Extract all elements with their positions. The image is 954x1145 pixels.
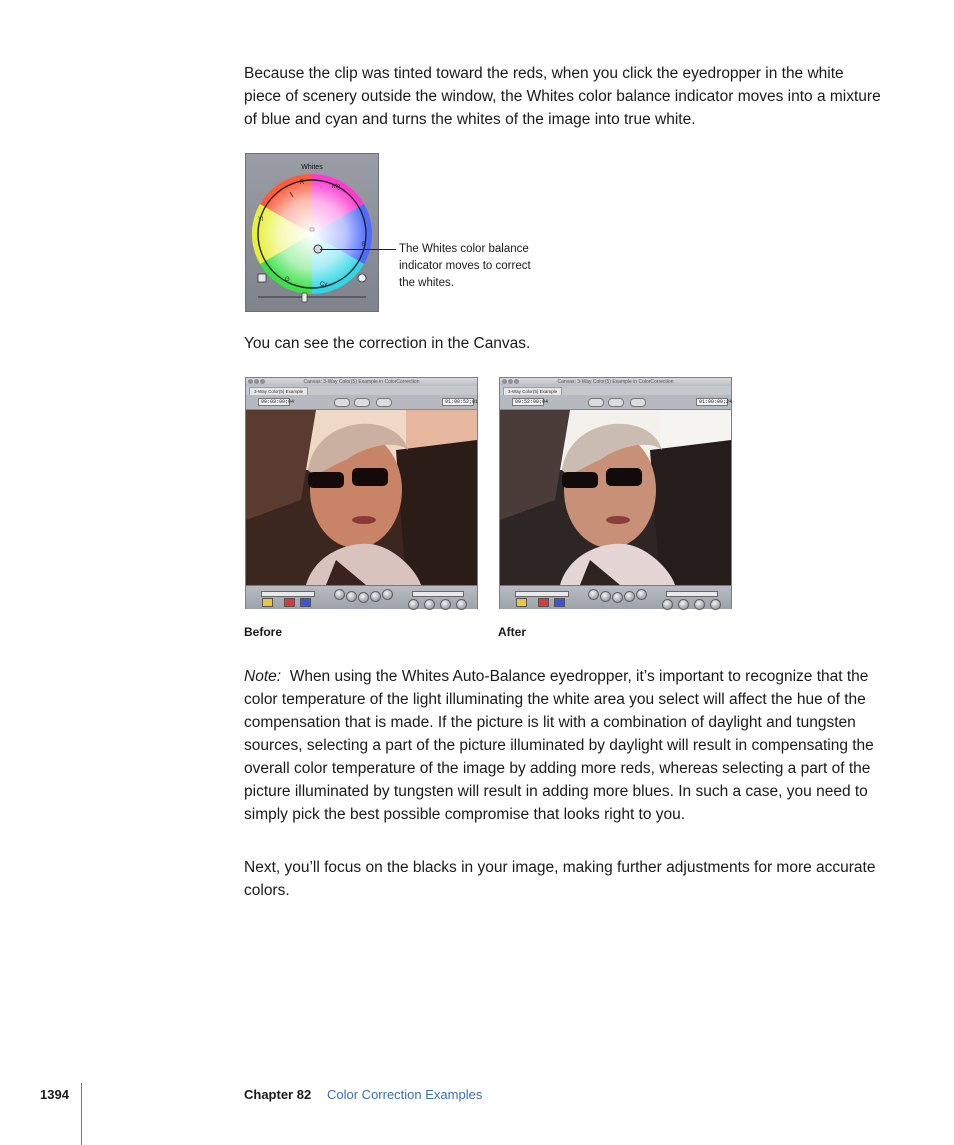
add-keyframe-button[interactable] xyxy=(710,599,721,610)
overwrite-icon[interactable] xyxy=(538,598,549,607)
add-marker-button[interactable] xyxy=(440,599,451,610)
label-r: R xyxy=(300,180,305,186)
color-wheel[interactable] xyxy=(252,174,372,294)
sequence-tab[interactable]: 3-Way Color(5) Example xyxy=(249,387,308,396)
duration-timecode[interactable]: 00:03:00;04 xyxy=(258,398,290,406)
prev-edit-button[interactable] xyxy=(334,589,345,600)
play-around-button[interactable] xyxy=(370,591,381,602)
footer-divider xyxy=(81,1083,82,1145)
label-cy: Cy xyxy=(320,282,328,288)
view-popup[interactable] xyxy=(608,398,624,407)
overwrite-icon[interactable] xyxy=(284,598,295,607)
next-paragraph: Next, you’ll focus on the blacks in your image, making further adjustments for more accurate colors. xyxy=(244,859,876,899)
canvas-window-before xyxy=(245,377,478,609)
sequence-tab[interactable]: 3-Way Color(5) Example xyxy=(503,387,562,396)
transport-controls xyxy=(500,585,731,609)
jog-slider[interactable] xyxy=(666,591,718,597)
label-g: G xyxy=(285,277,290,283)
canvas-paragraph: You can see the correction in the Canvas. xyxy=(244,335,531,352)
caption-after: After xyxy=(498,625,527,639)
mark-in-button[interactable] xyxy=(408,599,419,610)
video-frame-before xyxy=(246,410,477,585)
caption-before: Before xyxy=(244,625,283,639)
eyedropper-icon[interactable] xyxy=(258,274,266,282)
prev-edit-button[interactable] xyxy=(588,589,599,600)
chapter-title-link[interactable]: Color Correction Examples xyxy=(327,1087,483,1102)
mark-out-button[interactable] xyxy=(678,599,689,610)
video-frame-after xyxy=(500,410,731,585)
reset-icon[interactable] xyxy=(358,274,366,282)
jog-slider[interactable] xyxy=(412,591,464,597)
current-timecode[interactable]: 01:00:00;24 xyxy=(696,398,728,406)
zoom-popup[interactable] xyxy=(588,398,604,407)
page-number: 1394 xyxy=(40,1087,69,1102)
current-timecode[interactable]: 01:00:52;01 xyxy=(442,398,474,406)
add-marker-button[interactable] xyxy=(694,599,705,610)
transport-controls xyxy=(246,585,477,609)
play-around-button[interactable] xyxy=(624,591,635,602)
note-label: Note: xyxy=(244,668,282,685)
mark-in-button[interactable] xyxy=(662,599,673,610)
next-edit-button[interactable] xyxy=(636,589,647,600)
chapter-label: Chapter 82 xyxy=(244,1087,312,1102)
display-popup[interactable] xyxy=(630,398,646,407)
replace-icon[interactable] xyxy=(300,598,311,607)
display-popup[interactable] xyxy=(376,398,392,407)
shuttle-slider[interactable] xyxy=(261,591,315,597)
play-button[interactable] xyxy=(358,592,369,603)
intro-paragraph: Because the clip was tinted toward the reds, when you click the eyedropper in the white piece of scenery outside the window, the Whites color balance indicator moves into a mixture of blue and cyan and turns the whites of the image into true white. xyxy=(244,65,881,128)
play-in-to-out-button[interactable] xyxy=(600,591,611,602)
label-mg: Mg xyxy=(332,184,341,190)
mark-out-button[interactable] xyxy=(424,599,435,610)
window-title: Canvas: 3-Way Color(5) Example in ColorCorrection xyxy=(557,379,674,385)
canvas-window-after xyxy=(499,377,732,609)
play-in-to-out-button[interactable] xyxy=(346,591,357,602)
zoom-popup[interactable] xyxy=(334,398,350,407)
next-edit-button[interactable] xyxy=(382,589,393,600)
shuttle-slider[interactable] xyxy=(515,591,569,597)
duration-timecode[interactable]: 00:52:00;04 xyxy=(512,398,544,406)
callout-leader xyxy=(320,249,396,250)
label-yl: Yl xyxy=(258,217,264,223)
insert-icon[interactable] xyxy=(516,598,527,607)
window-title: Canvas: 3-Way Color(5) Example in ColorCorrection xyxy=(303,379,420,385)
wheel-title: Whites xyxy=(301,164,323,171)
add-keyframe-button[interactable] xyxy=(456,599,467,610)
callout-text: The Whites color balance indicator moves to correct the whites. xyxy=(399,243,531,289)
label-b: B xyxy=(362,242,367,248)
replace-icon[interactable] xyxy=(554,598,565,607)
whites-color-balance-control xyxy=(245,153,379,312)
view-popup[interactable] xyxy=(354,398,370,407)
balance-slider-thumb[interactable] xyxy=(302,293,307,302)
insert-icon[interactable] xyxy=(262,598,273,607)
note-text: When using the Whites Auto-Balance eyedropper, it’s important to recognize that the color temperature of the light illuminating the white area you select will affect the hue of the compensation that is made. If the picture is lit with a combination of daylight and tungsten sources, selecting a part of the picture illuminated by daylight will result in compensating the overall color temperature of the image by adding more reds, whereas selecting a part of the picture illuminated by tungsten will result in adding more blues. In such a case, you need to simply pick the best possible compromise that looks right to you. xyxy=(244,668,874,823)
play-button[interactable] xyxy=(612,592,623,603)
note-paragraph xyxy=(244,665,884,826)
